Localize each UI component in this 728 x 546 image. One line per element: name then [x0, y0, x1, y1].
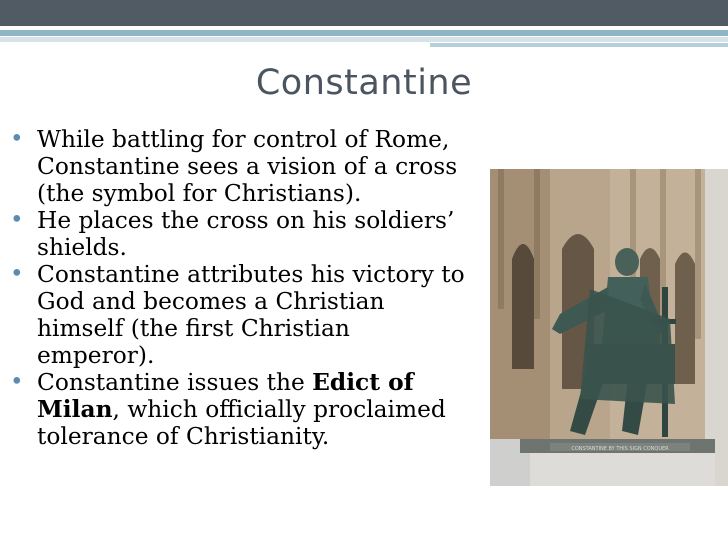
- accent-line: [430, 43, 728, 47]
- bullet-item: [10, 369, 465, 450]
- slide-title: Constantine: [255, 63, 473, 103]
- top-band: [0, 0, 728, 26]
- inscription-text: CONSTANTINE BY THIS SIGN CONQUER: [571, 446, 669, 452]
- bullet-item: [10, 261, 465, 369]
- constantine-statue-photo: [490, 169, 728, 486]
- bullet-icon: •: [10, 126, 24, 152]
- bullet-text: Constantine attributes his victory to God and becomes a Christian himself (the first Christian emperor).: [37, 261, 465, 369]
- bullet-item: [10, 207, 465, 261]
- pedestal-base: [530, 453, 715, 486]
- bullet-text-bold: Edict of Milan: [37, 369, 414, 423]
- gothic-window: [675, 253, 695, 385]
- bullet-text: He places the cross on his soldiers’ shields.: [37, 207, 455, 261]
- bullet-text: While battling for control of Rome, Constantine sees a vision of a cross (the symbol for Christians).: [37, 126, 458, 207]
- accent-line: [0, 30, 728, 36]
- gothic-window: [512, 244, 534, 369]
- accent-line: [0, 37, 728, 42]
- statue-photo-illustration: [490, 169, 728, 486]
- bullet-text: , which officially proclaimed tolerance of Christianity.: [37, 396, 446, 450]
- bullet-text: Constantine issues the: [37, 369, 313, 396]
- bullet-icon: •: [10, 261, 24, 287]
- bullet-list: [10, 126, 465, 450]
- bullet-item: [10, 126, 465, 207]
- bullet-icon: •: [10, 207, 24, 233]
- bullet-icon: •: [10, 369, 24, 395]
